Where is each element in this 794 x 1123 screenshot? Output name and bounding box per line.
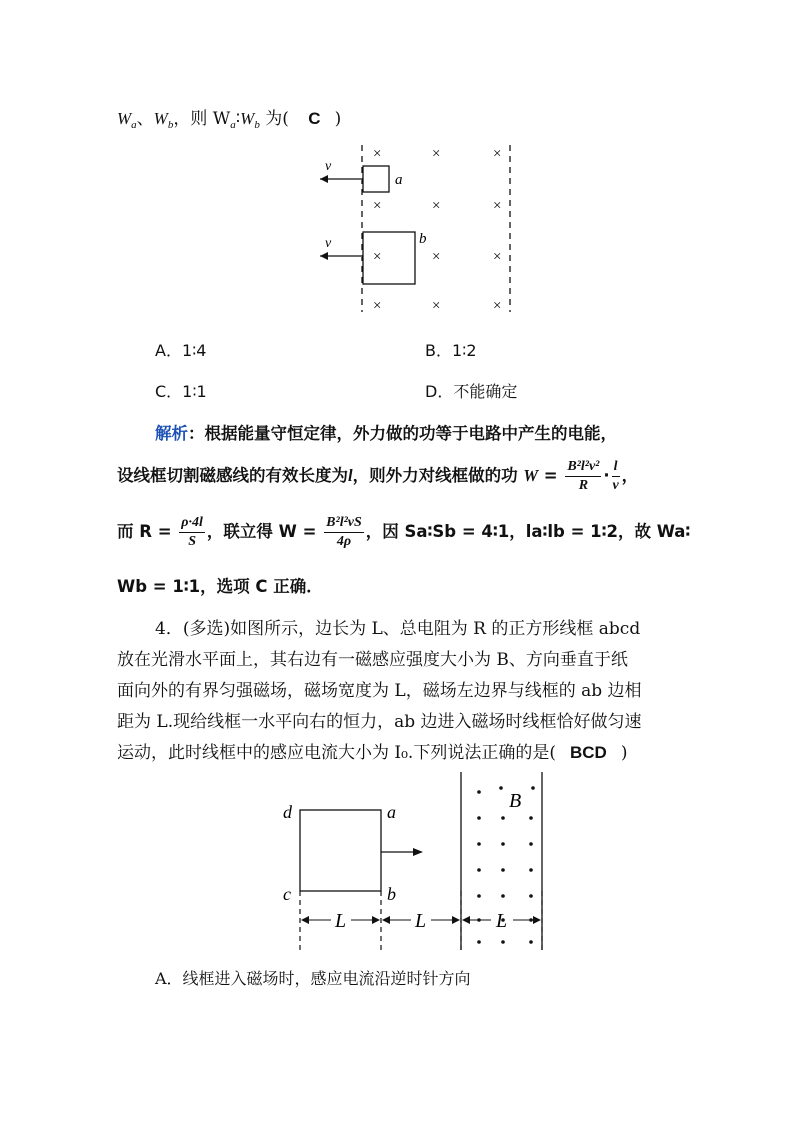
field-dot bbox=[529, 816, 533, 820]
field-dot bbox=[477, 816, 481, 820]
label-b: b bbox=[387, 884, 396, 904]
field-dot bbox=[529, 894, 533, 898]
loop-b bbox=[363, 232, 415, 284]
label-L: L bbox=[496, 910, 508, 932]
fraction: $\frac{\rho\cdot 4l}{S}$ bbox=[181, 515, 203, 549]
label-B: B bbox=[509, 790, 522, 812]
field-dot bbox=[477, 842, 481, 846]
q3-figure bbox=[315, 140, 525, 315]
cross-mark: × bbox=[493, 249, 502, 265]
fraction: $\frac{\text{B²l²v²}}{R}$ bbox=[567, 459, 600, 493]
label-L: L bbox=[335, 910, 347, 932]
label-d: d bbox=[283, 802, 292, 822]
option-c[interactable]: C．1∶1 bbox=[155, 382, 207, 401]
field-dot bbox=[501, 816, 505, 820]
field-dot bbox=[501, 940, 505, 944]
label-a: a bbox=[395, 172, 403, 188]
q4-line4: 距为 L.现给线框一水平向右的恒力，ab 边进入磁场时线框恰好做匀速 bbox=[117, 712, 642, 732]
cross-mark: × bbox=[373, 198, 382, 214]
label-v: v bbox=[325, 159, 332, 174]
q4-line5: 运动，此时线框中的感应电流大小为 I₀.下列说法正确的是( BCD ) bbox=[117, 743, 628, 763]
cross-mark: × bbox=[373, 146, 382, 162]
analysis-line4: Wb = 1∶1，选项 C 正确． bbox=[117, 577, 323, 596]
option-d[interactable]: D．不能确定 bbox=[425, 382, 518, 401]
label-c: c bbox=[283, 884, 291, 904]
fraction: $\frac{l}{v}$ bbox=[612, 459, 619, 493]
arrowhead bbox=[372, 916, 380, 924]
arrowhead bbox=[533, 916, 541, 924]
cross-mark: × bbox=[493, 298, 502, 314]
q4-answer: BCD bbox=[569, 743, 607, 762]
arrowhead bbox=[452, 916, 460, 924]
field-dot bbox=[529, 940, 533, 944]
label-b: b bbox=[419, 231, 427, 247]
wa-symbol: W bbox=[117, 109, 132, 128]
field-dot bbox=[477, 790, 481, 794]
field-dot bbox=[477, 868, 481, 872]
cross-mark: × bbox=[432, 198, 441, 214]
arrowhead bbox=[320, 252, 328, 260]
cross-mark: × bbox=[432, 298, 441, 314]
analysis-label: 解析 bbox=[155, 424, 188, 443]
option-b[interactable]: B．1∶2 bbox=[425, 341, 477, 360]
fraction: $\frac{\text{B²l²vS}}{4\rho}$ bbox=[326, 515, 362, 549]
cross-mark: × bbox=[493, 146, 502, 162]
arrowhead bbox=[462, 916, 470, 924]
q4-figure bbox=[275, 770, 555, 955]
q4-line1: 4．(多选)如图所示，边长为 L、总电阻为 R 的正方形线框 abcd bbox=[155, 619, 641, 639]
option-a[interactable]: A．1∶4 bbox=[155, 341, 207, 360]
cross-mark: × bbox=[493, 198, 502, 214]
label-a: a bbox=[387, 802, 396, 822]
arrowhead bbox=[382, 916, 390, 924]
loop-a bbox=[363, 166, 389, 192]
q3-stem: $W_a$、$W_b$，则 $W_a∶W_b$ 为( C ) bbox=[117, 109, 342, 131]
square-loop bbox=[300, 810, 381, 891]
analysis-line2: 设线框切割磁感线的有效长度为l，则外力对线框做的功 W = $\frac{\text{B²l²v²}}{R}$ · $\frac{l}{v}$ ， bbox=[117, 459, 639, 493]
field-dot bbox=[529, 842, 533, 846]
field-dot bbox=[529, 868, 533, 872]
field-dot bbox=[499, 786, 503, 790]
arrowhead bbox=[413, 848, 423, 856]
cross-mark: × bbox=[373, 298, 382, 314]
q3-answer: C bbox=[308, 109, 321, 128]
q4-line2: 放在光滑水平面上，其右边有一磁感应强度大小为 B、方向垂直于纸 bbox=[117, 650, 628, 670]
arrowhead bbox=[301, 916, 309, 924]
arrowhead bbox=[320, 175, 328, 183]
cross-mark: × bbox=[432, 146, 441, 162]
q4-option-a[interactable]: A．线框进入磁场时，感应电流沿逆时针方向 bbox=[155, 969, 471, 988]
analysis-line1: 解析：根据能量守恒定律，外力做的功等于电路中产生的电能， bbox=[155, 424, 617, 443]
label-L: L bbox=[415, 910, 427, 932]
q4-line3: 面向外的有界匀强磁场，磁场宽度为 L，磁场左边界与线框的 ab 边相 bbox=[117, 681, 642, 701]
field-dot bbox=[501, 894, 505, 898]
cross-mark: × bbox=[432, 249, 441, 265]
field-dot bbox=[477, 894, 481, 898]
label-v: v bbox=[325, 236, 332, 251]
analysis-line3: 而 R = $\frac{\rho\cdot 4l}{S}$ ，联立得 W = $\frac{\text{B²l²vS}}{4\rho}$ ，因 Sa∶Sb = 4∶1，la∶lb = 1∶2，故 Wa∶ bbox=[117, 515, 691, 549]
field-dot bbox=[501, 868, 505, 872]
field-dot bbox=[531, 786, 535, 790]
field-dot bbox=[477, 940, 481, 944]
cross-mark: × bbox=[373, 249, 382, 265]
field-crosses bbox=[373, 146, 501, 314]
field-dot bbox=[501, 842, 505, 846]
